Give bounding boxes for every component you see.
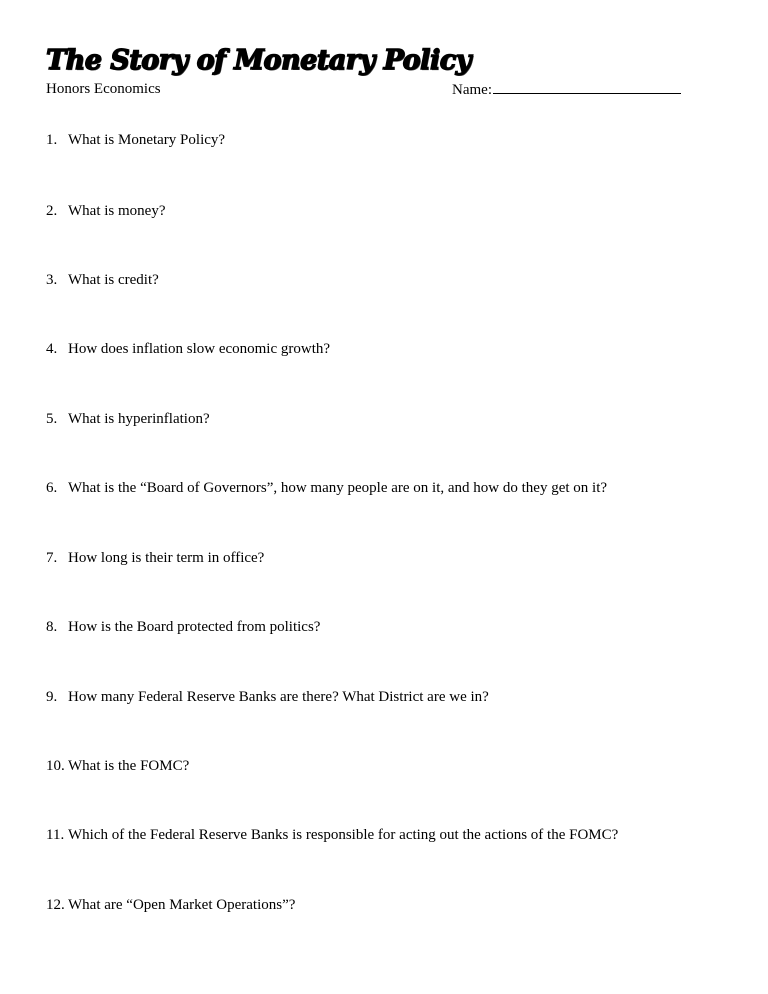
question-10 <box>46 757 189 775</box>
question-text: How is the Board protected from politics? <box>68 619 321 635</box>
question-number: 8. <box>46 619 58 635</box>
question-text: What is hyperinflation? <box>68 411 210 427</box>
question-12 <box>46 896 295 914</box>
name-blank-line <box>493 80 681 94</box>
question-number: 5. <box>46 411 58 427</box>
question-number: 7. <box>46 550 58 566</box>
question-number: 3. <box>46 272 58 288</box>
question-3 <box>46 271 159 289</box>
question-1 <box>46 131 225 149</box>
question-number: 10. <box>46 758 65 774</box>
question-text: What is money? <box>68 203 166 219</box>
question-number: 4. <box>46 341 58 357</box>
question-text: How long is their term in office? <box>68 550 265 566</box>
question-number: 12. <box>46 897 65 913</box>
question-number: 2. <box>46 203 58 219</box>
question-5 <box>46 410 210 428</box>
question-number: 1. <box>46 132 58 148</box>
question-text: Which of the Federal Reserve Banks is responsible for acting out the actions of the FOMC? <box>68 827 619 843</box>
question-2 <box>46 202 165 220</box>
question-text: What is Monetary Policy? <box>68 132 226 148</box>
question-text: What is credit? <box>68 272 159 288</box>
question-4 <box>46 340 330 358</box>
name-field <box>452 80 681 99</box>
question-9 <box>46 688 489 706</box>
question-text: What is the “Board of Governors”, how many people are on it, and how do they get on it? <box>68 480 608 496</box>
question-6 <box>46 479 607 497</box>
question-8 <box>46 618 320 636</box>
question-text: What are “Open Market Operations”? <box>68 897 296 913</box>
question-number: 11. <box>46 827 65 843</box>
question-number: 9. <box>46 689 58 705</box>
question-text: How many Federal Reserve Banks are there? What District are we in? <box>68 689 489 705</box>
question-text: How does inflation slow economic growth? <box>68 341 331 357</box>
question-11 <box>46 826 618 844</box>
question-number: 6. <box>46 480 58 496</box>
question-7 <box>46 549 264 567</box>
question-text: What is the FOMC? <box>68 758 190 774</box>
course-name: Honors Economics <box>46 81 161 97</box>
name-label: Name: <box>452 82 492 98</box>
worksheet-title: The Story of Monetary Policy <box>46 45 471 76</box>
